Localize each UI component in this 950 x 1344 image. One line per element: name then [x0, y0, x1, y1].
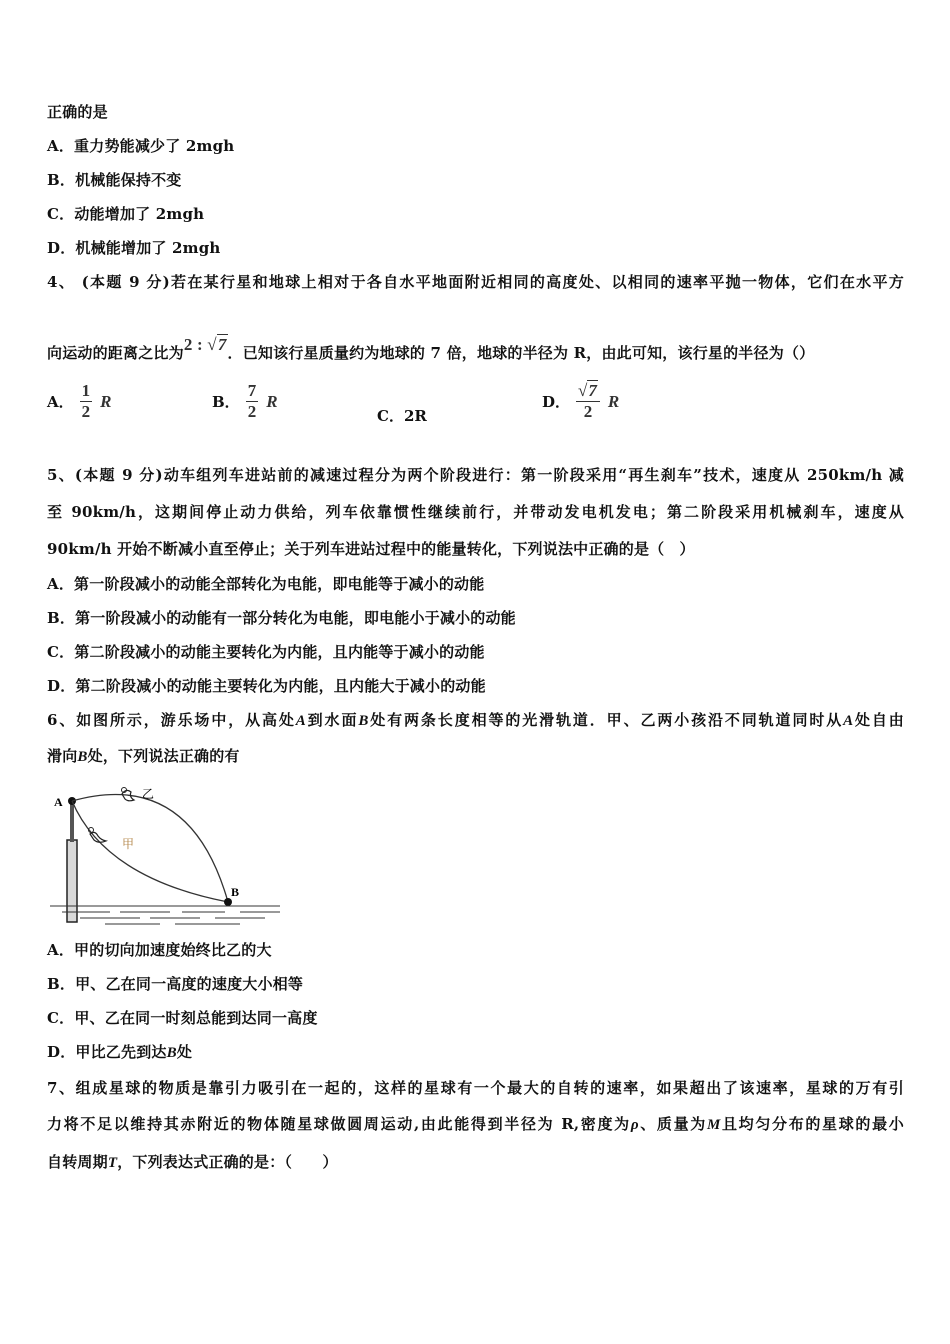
fraction-one-half: $\frac{1}{2}$: [81, 381, 91, 421]
q7-stem-line1: 7、组成星球的物质是靠引力吸引在一起的，这样的星球有一个最大的自转的速率，如果超出了该速率，星球的万有引: [47, 1079, 904, 1097]
q4-option-b: B． $\frac{7}{2}$ R: [212, 381, 278, 421]
q6-option-d: D．甲比乙先到达B处: [47, 1043, 193, 1061]
q3-option-b: B．机械能保持不变: [47, 171, 182, 189]
slide-track-figure: [50, 778, 290, 928]
q4-stem-line2: 向运动的距离之比为2 : √7．已知该行星质量约为地球的 7 倍，地球的半径为 R，由此可知，该行星的半径为（）: [47, 335, 815, 362]
q5-option-d: D．第二阶段减小的动能主要转化为内能，且内能大于减小的动能: [47, 677, 486, 695]
q6-stem-line2: 滑向B处，下列说法正确的有: [47, 747, 240, 765]
q3-option-d: D．机械能增加了 2mgh: [47, 239, 221, 257]
q4-option-a: A． $\frac{1}{2}$ R: [47, 381, 112, 421]
q5-stem-line3: 90km/h 开始不断减小直至停止；关于列车进站过程中的能量转化，下列说法中正确的是（ ）: [47, 540, 695, 558]
tower-pole: [67, 840, 77, 922]
point-a-label: A: [54, 795, 63, 809]
water-surface: [50, 906, 280, 924]
q7-stem-line3: 自转周期T，下列表达式正确的是：（ ）: [47, 1153, 338, 1171]
fraction-root-seven-half: $\frac{√7}{2}$: [576, 382, 600, 421]
q4-option-d: D． $\frac{√7}{2}$ R: [542, 381, 620, 421]
child-yi-label: 乙: [142, 787, 155, 801]
q6-option-a: A．甲的切向加速度始终比乙的大: [47, 941, 272, 959]
distance-ratio: 2 : √7: [183, 335, 227, 354]
q5-option-a: A．第一阶段减小的动能全部转化为电能，即电能等于减小的动能: [47, 575, 485, 593]
q3-stem-tail: 正确的是: [47, 103, 108, 121]
point-b-label: B: [231, 885, 240, 899]
track-jia: [72, 801, 228, 902]
q5-stem-line1: 5、(本题 9 分)动车组列车进站前的减速过程分为两个阶段进行：第一阶段采用“再生刹车”技术，速度从 250km/h 减: [47, 466, 904, 484]
track-yi: [72, 794, 228, 902]
tower-top: [70, 802, 74, 842]
q5-option-c: C．第二阶段减小的动能主要转化为内能，且内能等于减小的动能: [47, 643, 485, 661]
q4-stem-line1: 4、 (本题 9 分)若在某行星和地球上相对于各自水平地面附近相同的高度处、以相同的速率平抛一物体，它们在水平方: [47, 273, 904, 291]
q5-stem-line2: 至 90km/h，这期间停止动力供给，列车依靠惯性继续前行，并带动发电机发电；第二阶段采用机械刹车，速度从: [47, 503, 904, 521]
q6-option-c: C．甲、乙在同一时刻总能到达同一高度: [47, 1009, 318, 1027]
fraction-seven-halves: $\frac{7}{2}$: [247, 381, 257, 421]
point-b-dot: [224, 898, 232, 906]
q6-option-b: B．甲、乙在同一高度的速度大小相等: [47, 975, 304, 993]
q3-option-a: A．重力势能减少了 2mgh: [47, 137, 235, 155]
q5-option-b: B．第一阶段减小的动能有一部分转化为电能，即电能小于减小的动能: [47, 609, 516, 627]
q7-stem-line2: 力将不足以维持其赤附近的物体随星球做圆周运动,由此能得到半径为 R,密度为ρ、质量为M且均匀分布的星球的最小: [47, 1115, 904, 1133]
child-jia-label: 甲: [122, 837, 135, 851]
q6-stem-line1: 6、如图所示，游乐场中，从高处A到水面B处有两条长度相等的光滑轨道．甲、乙两小孩沿不同轨道同时从A处自由: [47, 711, 904, 729]
q4-option-c: C．2R: [377, 407, 427, 425]
q3-option-c: C．动能增加了 2mgh: [47, 205, 205, 223]
